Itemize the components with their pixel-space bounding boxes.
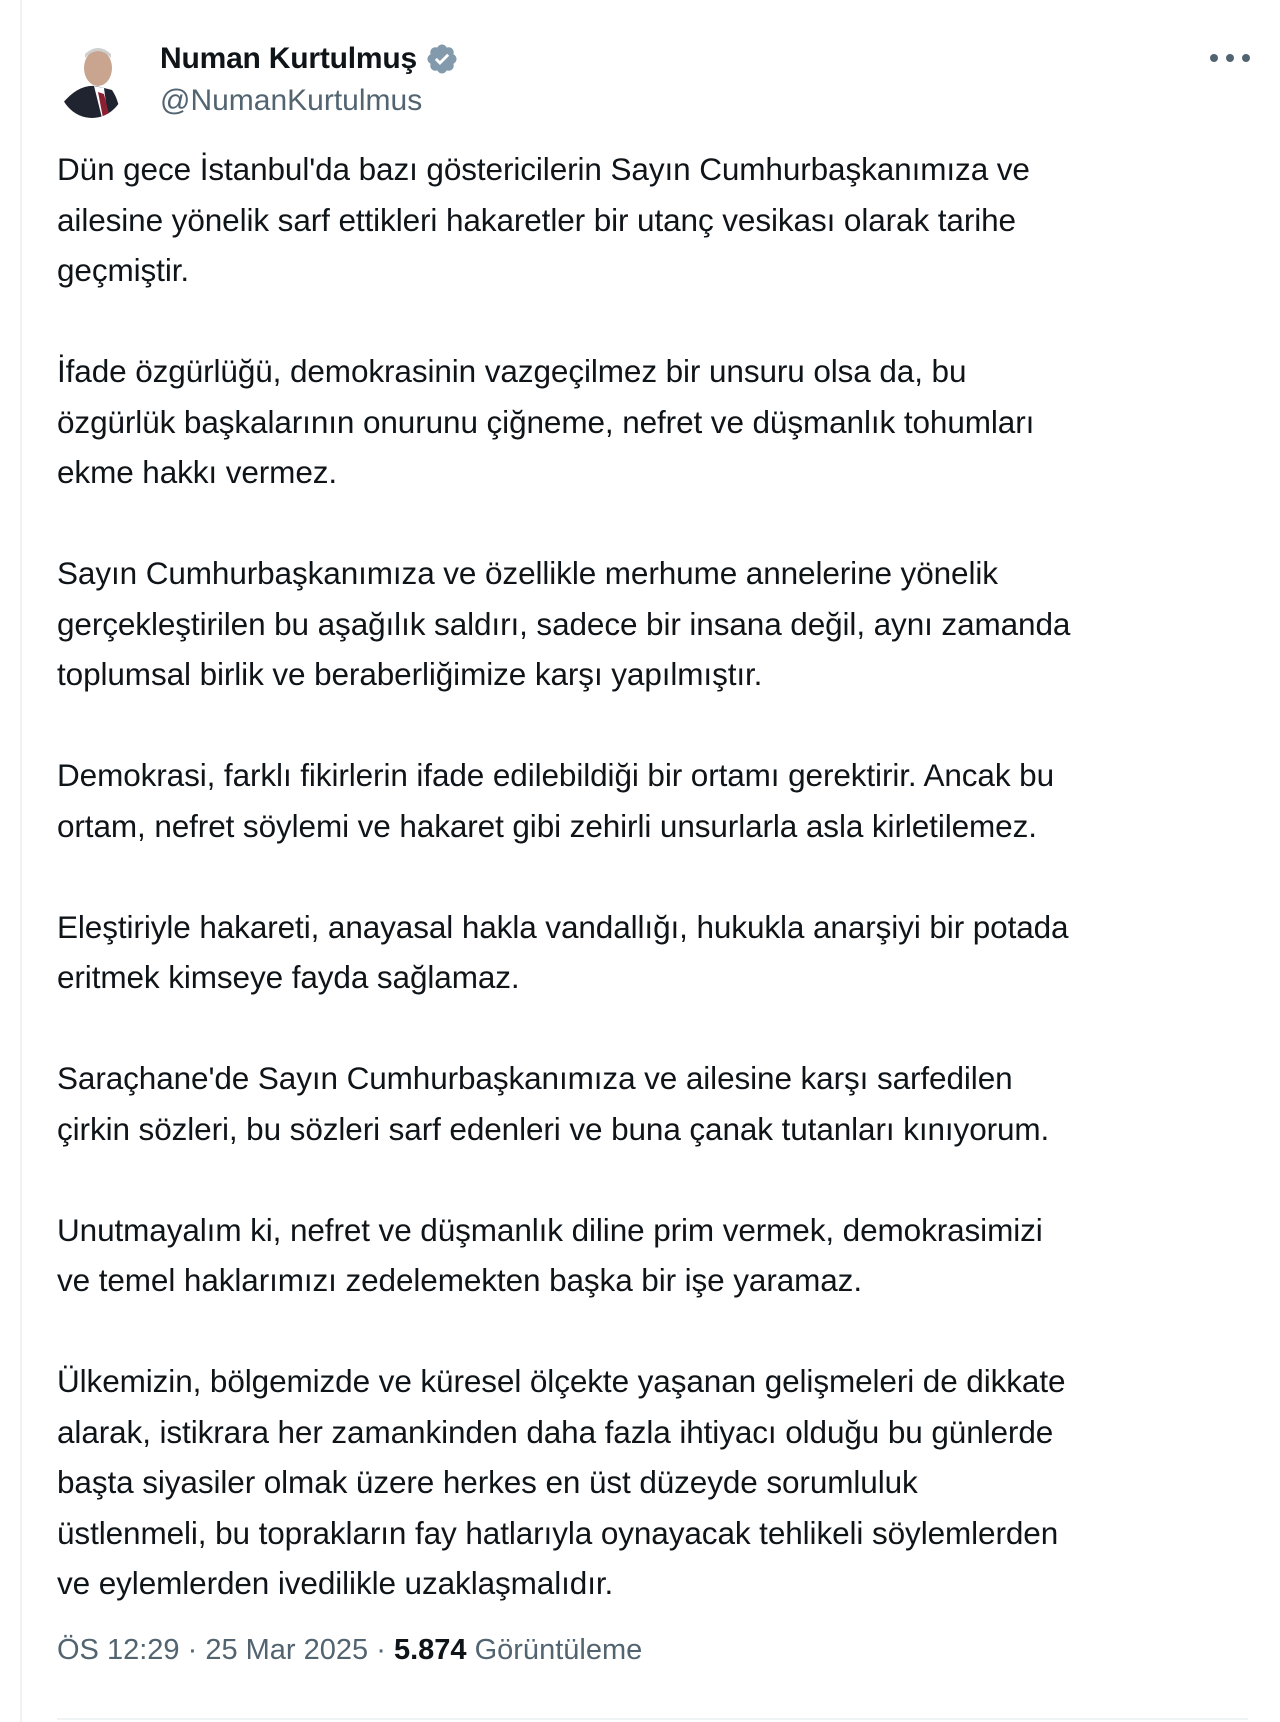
author-display-name[interactable]: Numan Kurtulmuş [160, 42, 418, 75]
more-dot [1210, 54, 1218, 62]
tweet-paragraph [57, 346, 1257, 498]
avatar-photo [58, 42, 126, 118]
tweet-paragraph [57, 1053, 1257, 1154]
tweet-line: Dün gece İstanbul'da bazı göstericilerin Sayın Cumhurbaşkanımıza ve [57, 151, 1030, 187]
tweet-line: Ülkemizin, bölgemizde ve küresel ölçekte yaşanan gelişmeleri de dikkate [57, 1363, 1066, 1399]
more-dot [1226, 54, 1234, 62]
tweet-header [58, 36, 1258, 122]
tweet-paragraph [57, 902, 1257, 1003]
meta-separator: · [187, 1634, 198, 1666]
tweet-line: geçmiştir. [57, 252, 190, 288]
tweet-line: İfade özgürlüğü, demokrasinin vazgeçilmez bir unsuru olsa da, bu [57, 353, 967, 389]
left-border [20, 0, 22, 1722]
tweet-line: Eleştiriyle hakareti, anayasal hakla vandallığı, hukukla anarşiyi bir potada [57, 908, 1069, 945]
tweet-line: çirkin sözleri, bu sözleri sarf edenleri ve buna çanak tutanları kınıyorum. [57, 1110, 1050, 1147]
tweet-line: özgürlük başkalarının onurunu çiğneme, nefret ve düşmanlık tohumları [57, 403, 1035, 440]
tweet-line: toplumsal birlik ve beraberliğimize karşı yapılmıştır. [57, 656, 763, 692]
views-label: Görüntüleme [474, 1634, 643, 1666]
more-dot [1242, 54, 1250, 62]
tweet-line: ve temel haklarımızı zedelemekten başka bir işe yaramaz. [57, 1262, 862, 1298]
tweet-meta [57, 1634, 642, 1667]
tweet-line: ve eylemlerden ivedilikle uzaklaşmalıdır. [57, 1565, 614, 1601]
tweet-line: ailesine yönelik sarf ettikleri hakaretler bir utanç vesikası olarak tarihe [57, 201, 1016, 238]
author-handle[interactable]: @NumanKurtulmus [160, 84, 423, 117]
tweet-paragraph [57, 548, 1257, 700]
tweet-line: ortam, nefret söylemi ve hakaret gibi zehirli unsurlarla asla kirletilemez. [57, 807, 1037, 844]
tweet-line: üstlenmeli, bu toprakların fay hatlarıyla oynayacak tehlikeli söylemlerden [57, 1514, 1059, 1551]
tweet-line: Unutmayalım ki, nefret ve düşmanlık diline prim vermek, demokrasimizi [57, 1211, 1043, 1248]
author-names [160, 36, 459, 118]
tweet-line: Saraçhane'de Sayın Cumhurbaşkanımıza ve ailesine karşı sarfedilen [57, 1060, 1013, 1096]
tweet-time[interactable]: ÖS 12:29 [57, 1634, 180, 1666]
tweet-paragraph [57, 144, 1257, 296]
more-options-icon[interactable] [1210, 48, 1250, 68]
tweet-line: Sayın Cumhurbaşkanımıza ve özellikle merhume annelerine yönelik [57, 555, 998, 591]
verified-badge-icon [425, 42, 459, 76]
tweet-line: başta siyasiler olmak üzere herkes en üst düzeyde sorumluluk [57, 1464, 918, 1500]
tweet-paragraph [57, 1356, 1257, 1609]
divider [57, 1718, 1248, 1720]
tweet-line: alarak, istikrara her zamankinden daha fazla ihtiyacı olduğu bu günlerde [57, 1413, 1054, 1450]
tweet-paragraph [57, 750, 1257, 851]
meta-separator: · [376, 1634, 386, 1666]
tweet-date[interactable]: 25 Mar 2025 [205, 1634, 369, 1666]
tweet-line: gerçekleştirilen bu aşağılık saldırı, sadece bir insana değil, aynı zamanda [57, 605, 1071, 642]
tweet-line: eritmek kimseye fayda sağlamaz. [57, 959, 520, 995]
views-count: 5.874 [393, 1634, 467, 1666]
tweet-paragraph [57, 1205, 1257, 1306]
tweet-text [57, 144, 1257, 1659]
avatar[interactable] [58, 42, 126, 118]
tweet-line: ekme hakkı vermez. [57, 454, 338, 490]
tweet-line: Demokrasi, farklı fikirlerin ifade edilebildiği bir ortamı gerektirir. Ancak bu [57, 757, 1054, 793]
